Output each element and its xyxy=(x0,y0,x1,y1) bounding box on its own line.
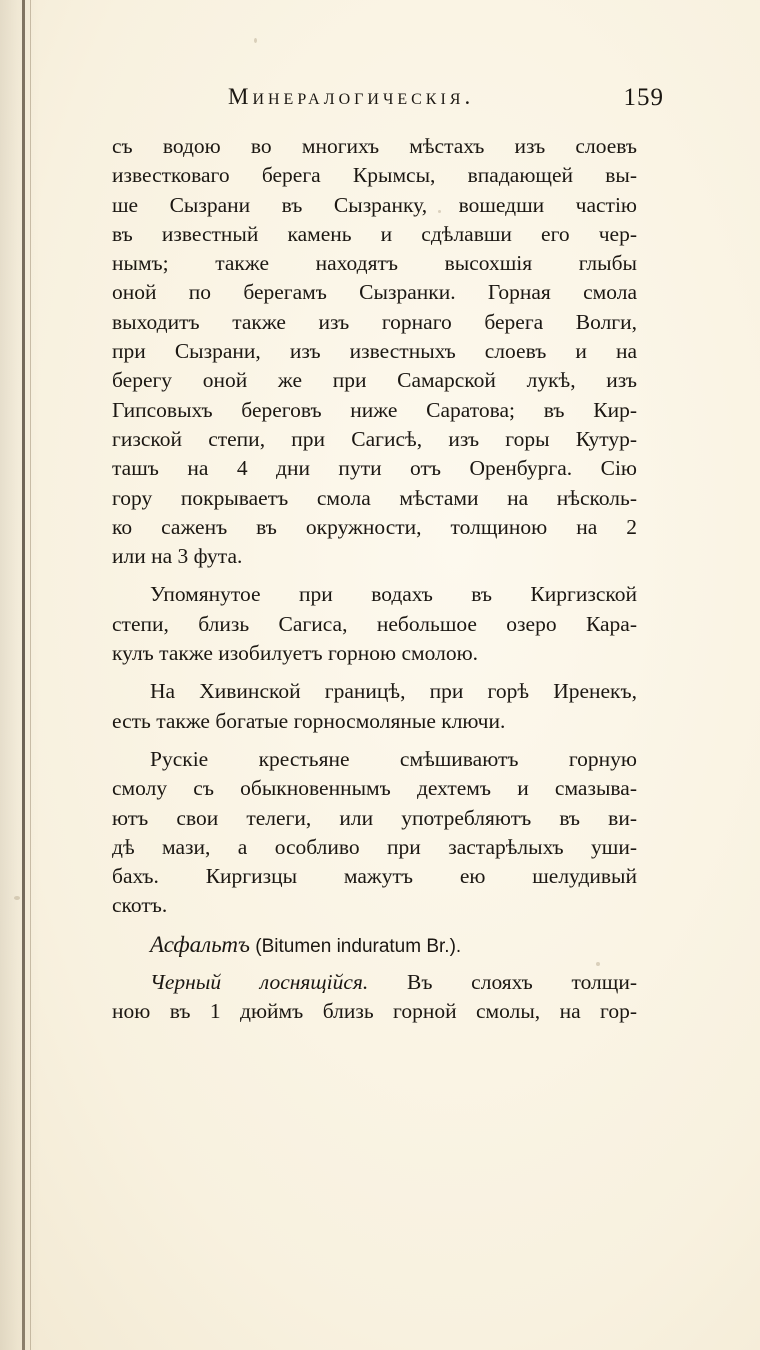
section-heading xyxy=(112,930,637,959)
text-line: ше Сызрани въ Сызранку, вошедши частію xyxy=(112,192,637,217)
text-line: берегу оной же при Самарской лукѣ, изъ xyxy=(112,368,637,393)
text-line: гизской степи, при Сагисѣ, изъ горы Кутур- xyxy=(112,426,637,451)
paper-speck xyxy=(254,38,257,43)
section-title: Асфальтъ xyxy=(150,931,250,957)
running-head: Минералогическія. xyxy=(228,84,475,109)
text-line: дѣ мази, а особливо при застарѣлыхъ уши- xyxy=(112,834,637,859)
page-gutter-shadow xyxy=(30,0,31,1350)
text-line: ютъ свои телеги, или употребляютъ въ ви- xyxy=(112,805,637,830)
text-line xyxy=(112,968,637,997)
description-text: Въ слояхъ толщи- xyxy=(368,970,637,995)
text-line: кулъ также изобилуетъ горною смолою. xyxy=(112,641,479,666)
description-italic-lead: Черный лоснящійся. xyxy=(150,970,369,995)
text-line: известковаго берега Крымсы, впадающей вы- xyxy=(112,163,637,188)
text-line: выходитъ также изъ горнаго берега Волги, xyxy=(112,309,637,334)
paper-speck xyxy=(14,896,20,900)
text-line: при Сызрани, изъ известныхъ слоевъ и на xyxy=(112,339,637,364)
text-line: въ известный камень и сдѣлавши его чер- xyxy=(112,221,637,246)
text-line: гору покрываетъ смола мѣстами на нѣсколь- xyxy=(112,485,637,510)
text-line: Упомянутое при водахъ въ Киргизской xyxy=(150,582,637,607)
body-text xyxy=(112,132,637,1027)
text-line: есть также богатые горносмоляные ключи. xyxy=(112,708,506,733)
text-line: ташъ на 4 дни пути отъ Оренбурга. Сію xyxy=(112,456,637,481)
paragraph-3 xyxy=(112,677,637,736)
text-line: оной по берегамъ Сызранки. Горная смола xyxy=(112,280,637,305)
section-latin-name: (Bitumen induratum Br.). xyxy=(255,935,462,957)
text-line: бахъ. Киргизцы мажутъ ею шелудивый xyxy=(112,864,637,889)
paragraph-5 xyxy=(112,968,637,1027)
text-line: смолу съ обыкновеннымъ дехтемъ и смазыва- xyxy=(112,776,637,801)
text-line: Гипсовыхъ береговъ ниже Саратова; въ Кир- xyxy=(112,397,637,422)
page-gutter-edge xyxy=(22,0,25,1350)
text-line: ною въ 1 дюймъ близь горной смолы, на гор- xyxy=(112,999,637,1024)
paragraph-2 xyxy=(112,580,637,668)
text-line: скотъ. xyxy=(112,893,168,918)
paragraph-1 xyxy=(112,132,637,571)
page-number: 159 xyxy=(623,84,664,111)
text-line: степи, близь Сагиса, небольшое озеро Кара- xyxy=(112,611,637,636)
text-line: Рускіе крестьяне смѣшиваютъ горную xyxy=(150,746,637,771)
page-header xyxy=(110,84,670,120)
text-line: ко саженъ въ окружности, толщиною на 2 xyxy=(112,514,637,539)
text-line: На Хивинской границѣ, при горѣ Иренекъ, xyxy=(150,679,637,704)
paragraph-4 xyxy=(112,745,637,921)
text-line: или на 3 фута. xyxy=(112,544,243,569)
text-line: нымъ; также находятъ высохшія глыбы xyxy=(112,251,637,276)
text-line: съ водою во многихъ мѣстахъ изъ слоевъ xyxy=(112,134,637,158)
